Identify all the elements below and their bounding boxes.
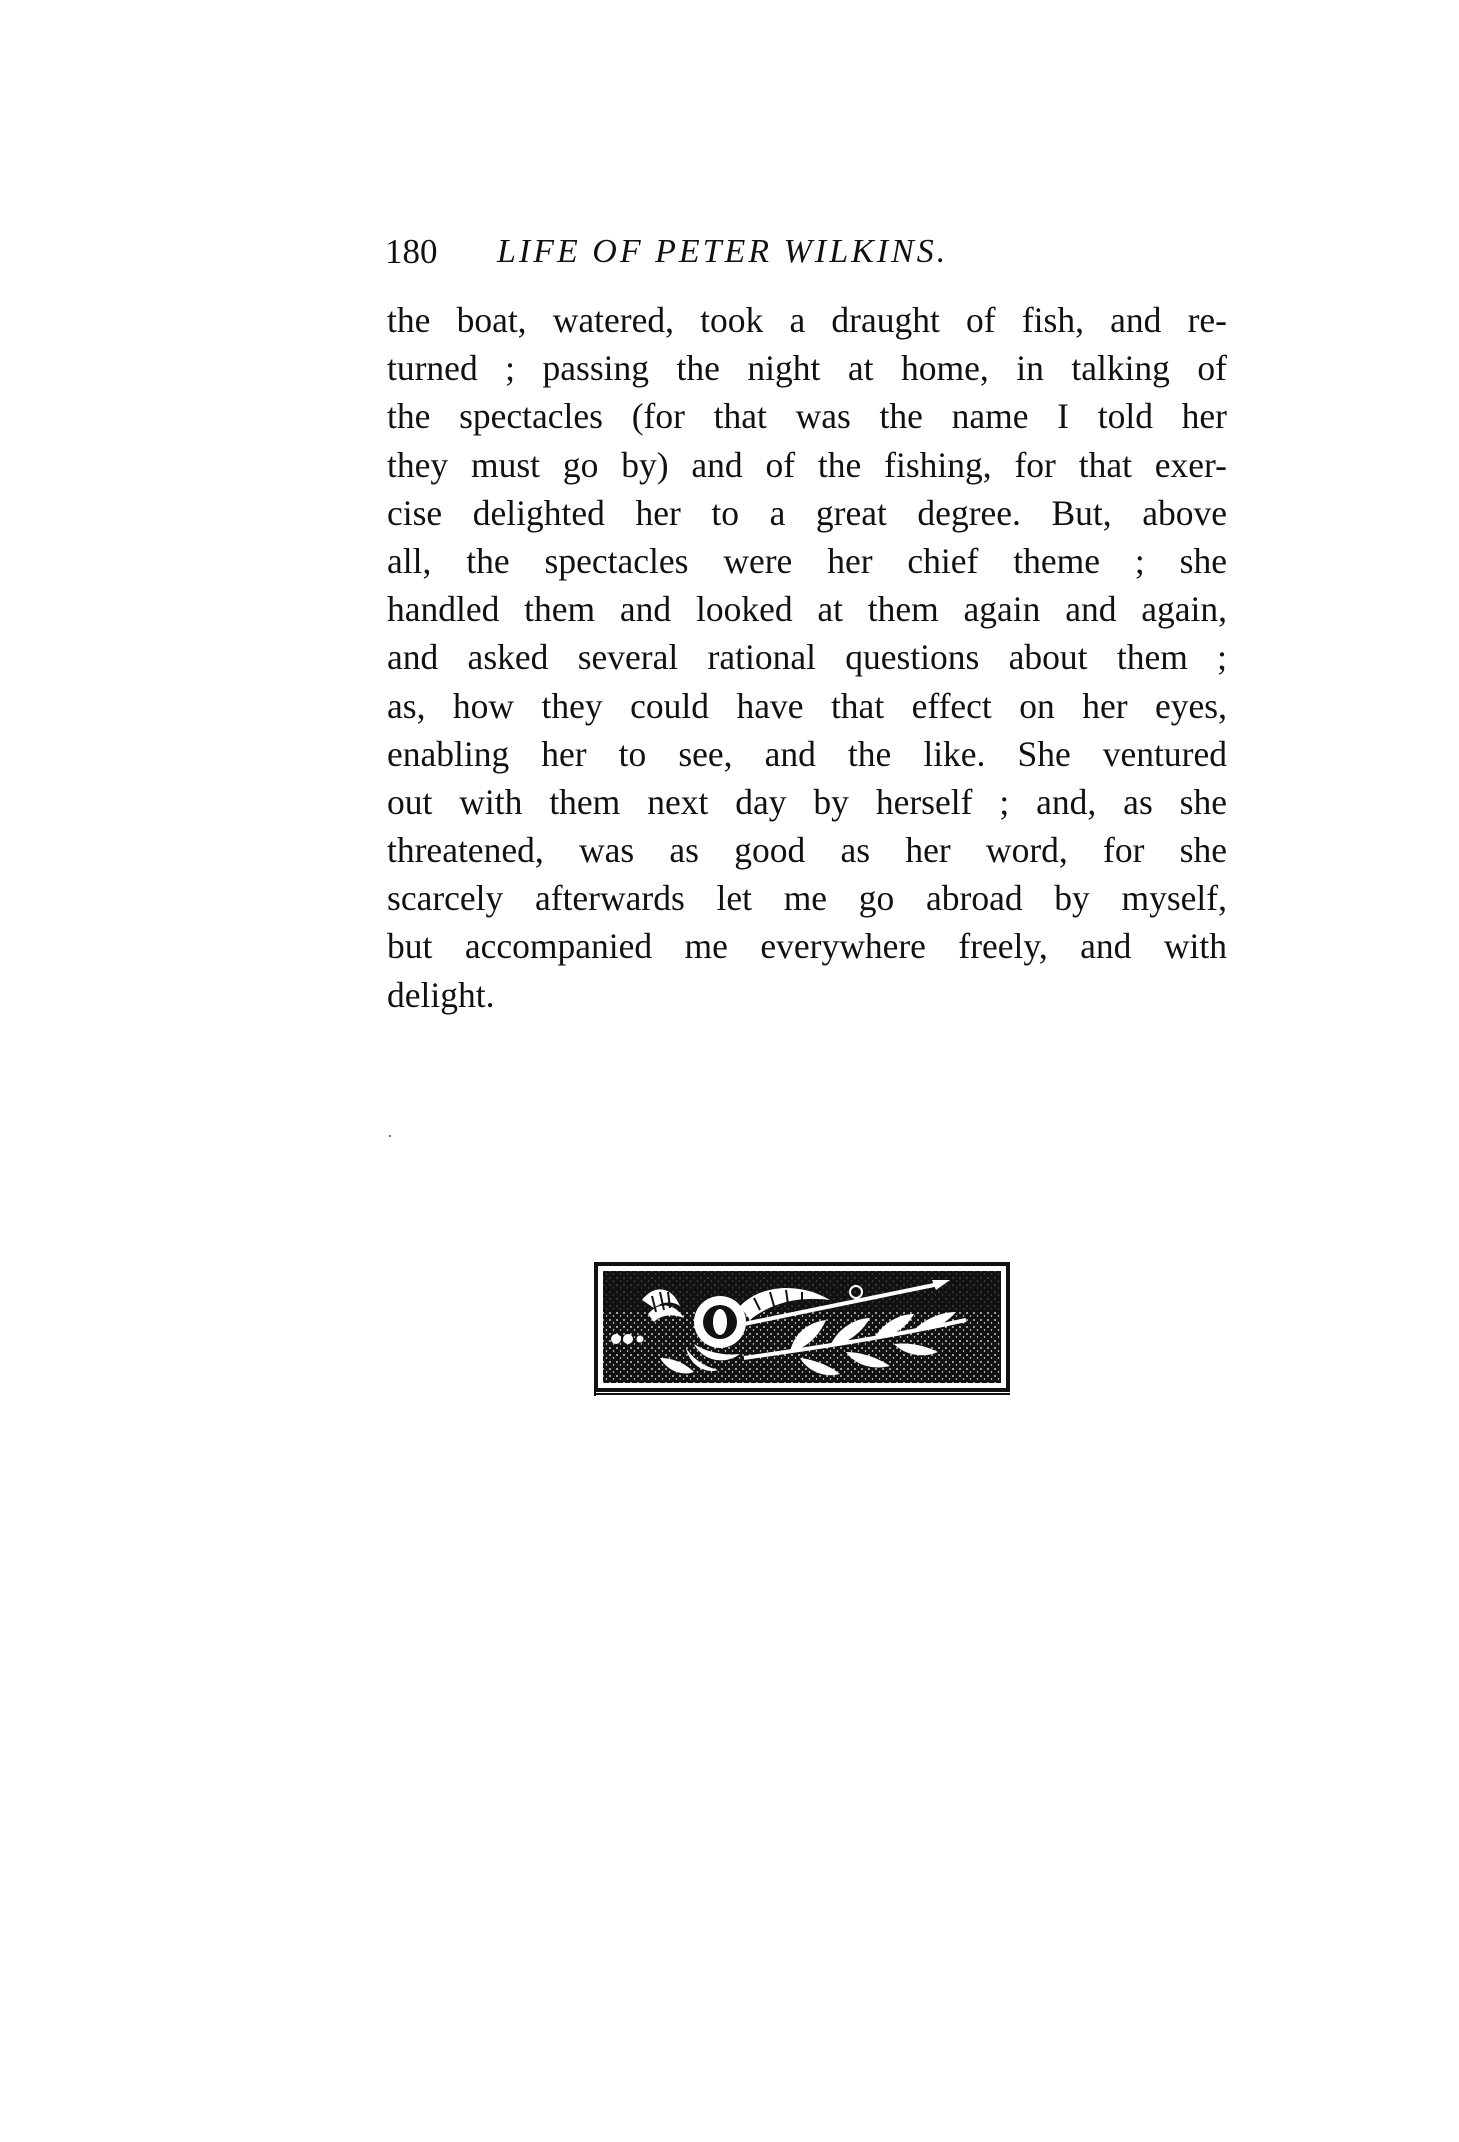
floral-tailpiece-icon (594, 1262, 1012, 1398)
text-line: out with them next day by herself ; and, as she (387, 781, 1227, 822)
text-line: cise delighted her to a great degree. But, above (387, 492, 1227, 533)
text-line: enabling her to see, and the like. She ventured (387, 733, 1227, 774)
running-head (385, 228, 1230, 276)
text-line: the boat, watered, took a draught of fish, and re- (387, 300, 1227, 340)
text-line: turned ; passing the night at home, in talking of (387, 348, 1227, 389)
text-line: and asked several rational questions about them ; (387, 637, 1227, 678)
text-line: the spectacles (for that was the name I told her (387, 396, 1227, 437)
text-line: they must go by) and of the fishing, for that exer- (387, 444, 1227, 485)
stray-dot (389, 1135, 391, 1137)
text-line: delight. (387, 974, 495, 1015)
text-line: threatened, was as good as her word, for she (387, 830, 1227, 871)
text-line: as, how they could have that effect on her eyes, (387, 685, 1227, 726)
text-line: scarcely afterwards let me go abroad by myself, (387, 878, 1227, 919)
text-line: handled them and looked at them again and again, (387, 589, 1227, 630)
body-text (387, 296, 1227, 1019)
book-title: LIFE OF PETER WILKINS. (497, 233, 949, 270)
text-line: but accompanied me everywhere freely, and with (387, 926, 1227, 967)
text-line: all, the spectacles were her chief theme ; she (387, 540, 1227, 581)
page-number: 180 (385, 232, 438, 271)
